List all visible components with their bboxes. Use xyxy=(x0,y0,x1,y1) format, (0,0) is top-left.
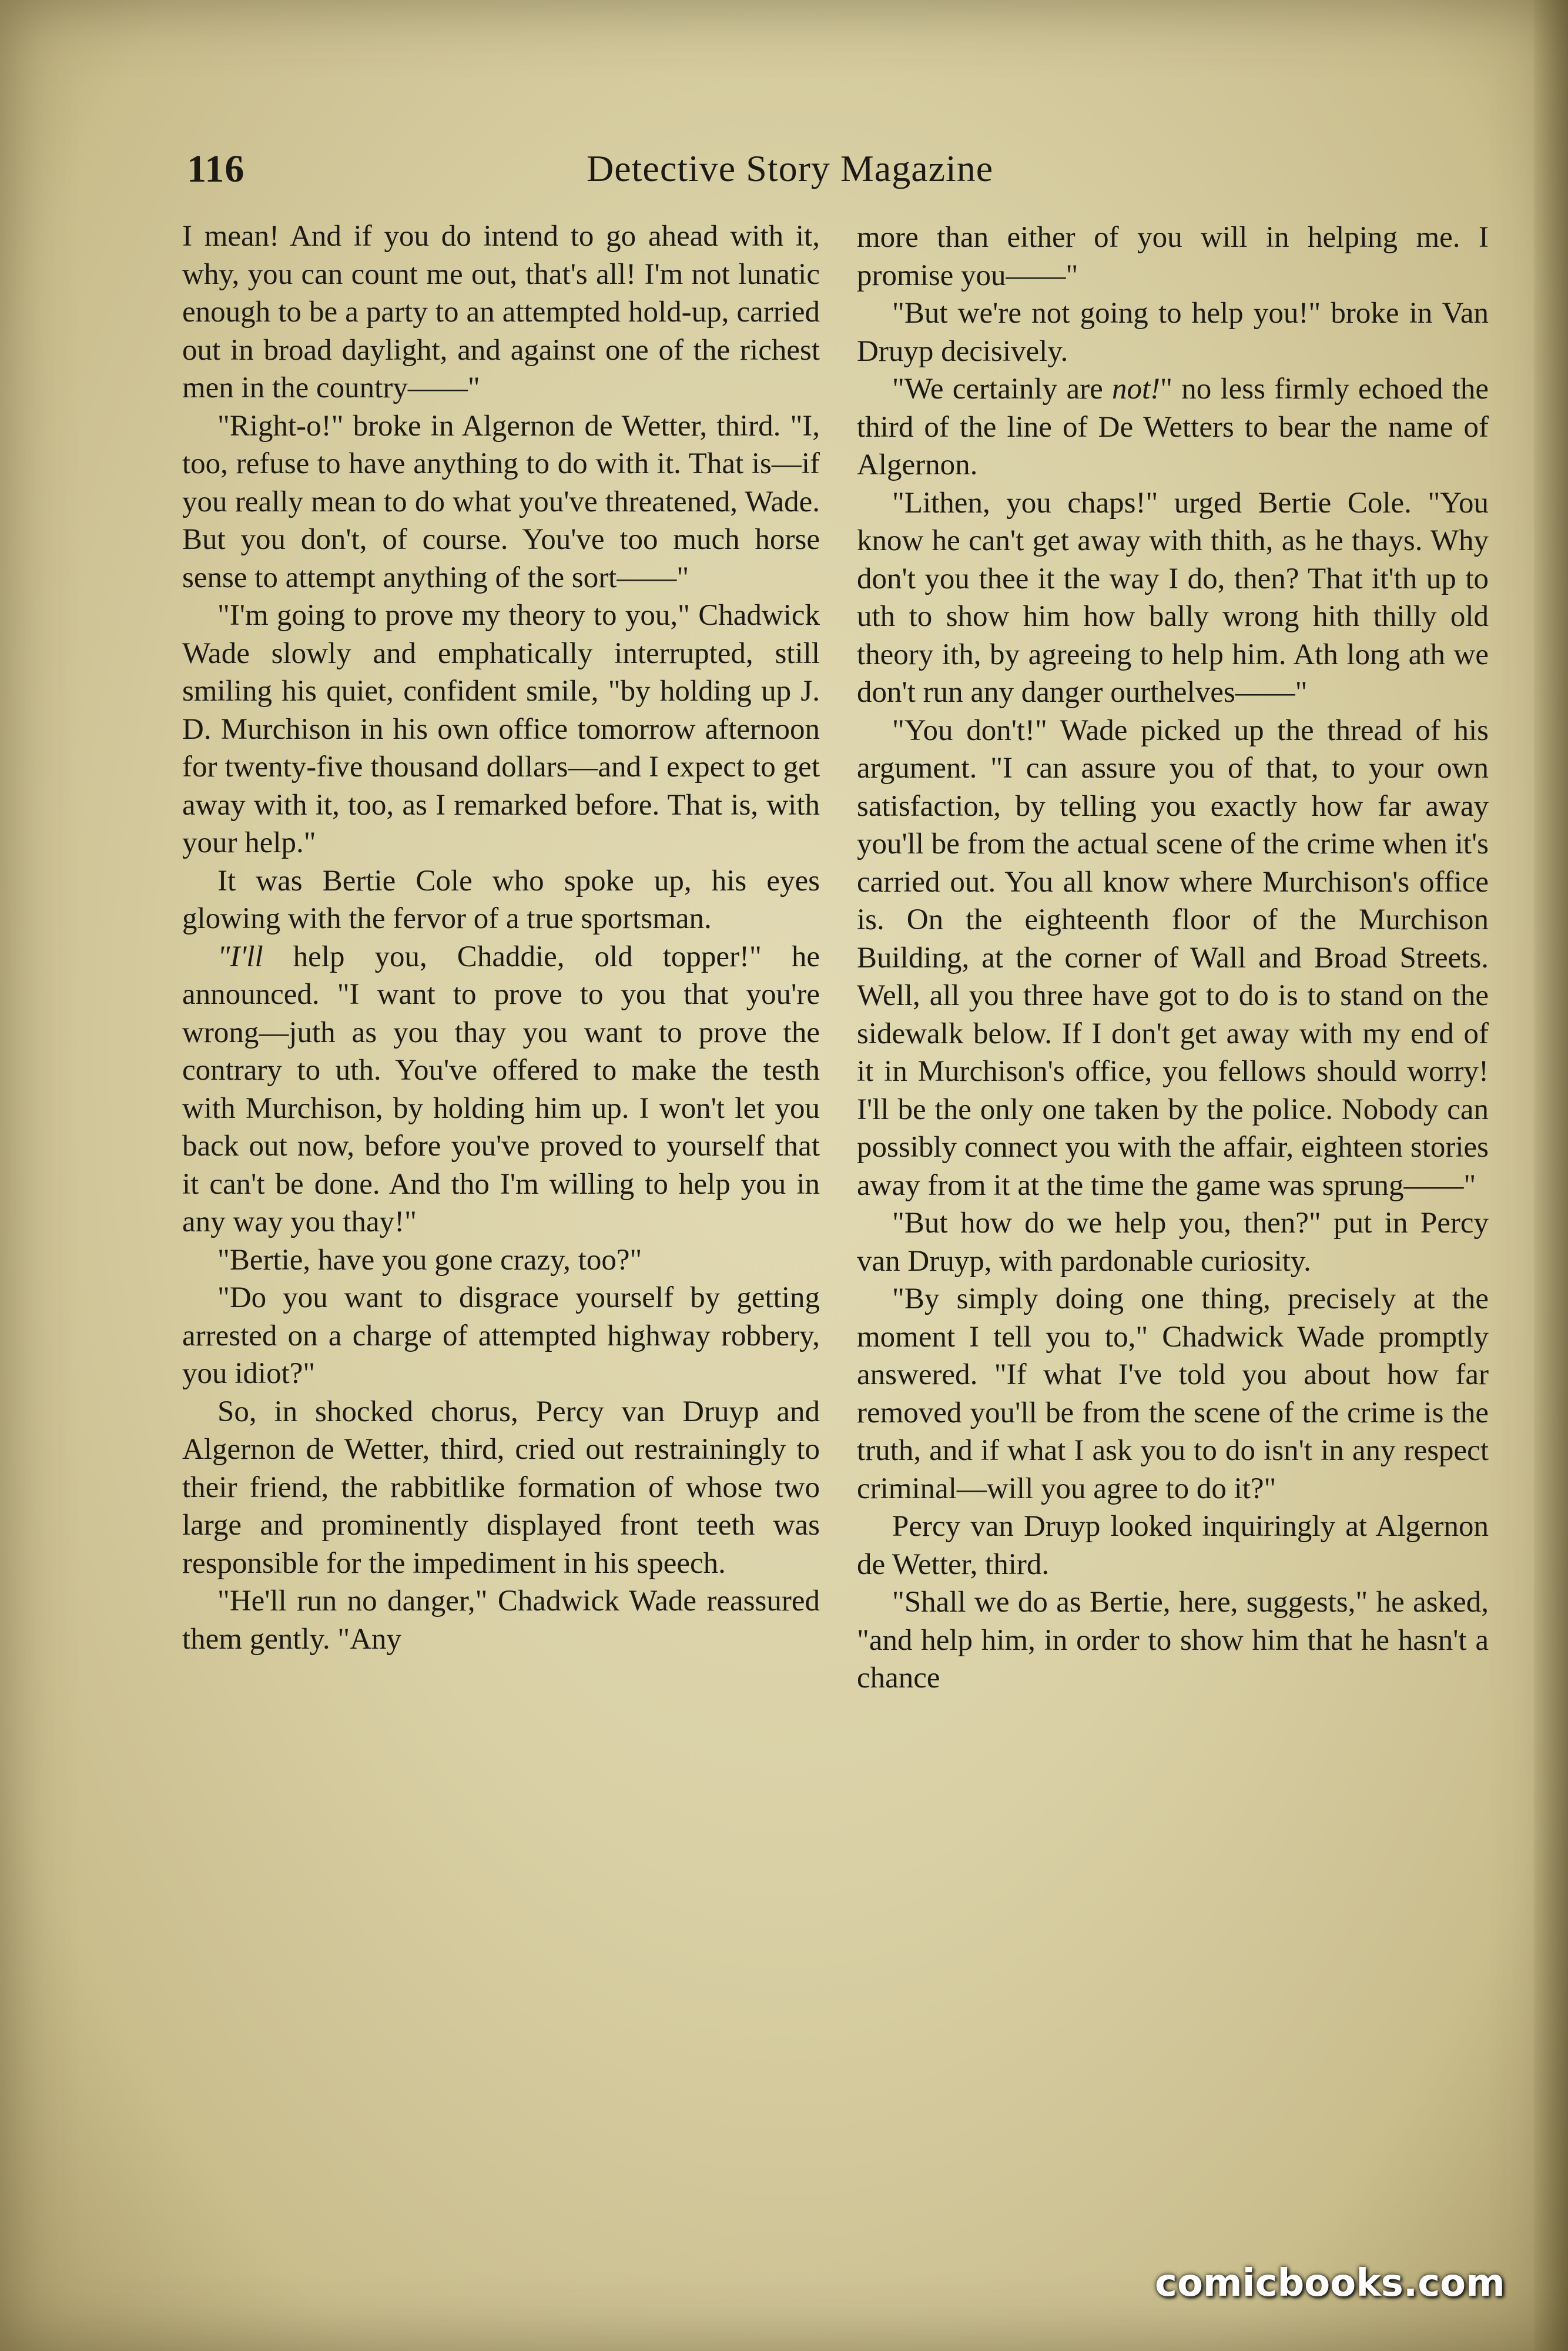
paragraph: It was Bertie Cole who spoke up, his eyes glowing with the fervor of a true sportsman. xyxy=(182,864,820,935)
italic-lead: "I'll xyxy=(217,940,263,973)
page-edge xyxy=(1534,0,1568,2351)
paragraph: "Right-o!" broke in Algernon de Wetter, third. "I, too, refuse to have anything to do with it. That is—if you really mean to do what you've threatened, Wade. But you don't, of course. You've too much horse sense to attempt anything of the sort——" xyxy=(182,409,820,594)
running-title: Detective Story Magazine xyxy=(587,148,994,189)
paragraph: "Do you want to disgrace yourself by getting arrested on a charge of attempted highway robbery, you idiot?" xyxy=(182,1281,820,1390)
running-header xyxy=(187,141,1080,206)
paragraph: "But how do we help you, then?" put in Percy van Druyp, with pardonable curiosity. xyxy=(857,1207,1489,1278)
paragraph: Percy van Druyp looked inquiringly at Algernon de Wetter, third. xyxy=(857,1510,1489,1581)
page-number: 116 xyxy=(187,148,245,190)
italic-word: not! xyxy=(1111,373,1161,406)
paragraph xyxy=(182,938,820,1241)
paragraph xyxy=(857,370,1489,484)
left-column xyxy=(182,217,820,1658)
paragraph: "Lithen, you chaps!" urged Bertie Cole. "You know he can't get away with thith, as he thays. Why don't you thee it the way I do, then? That it'th up to uth to show him how bally wrong hith thilly old theory ith, by agreeing to help him. Ath long ath we don't run any danger ourthelves——" xyxy=(857,486,1489,709)
paragraph: more than either of you will in helping me. I promise you——" xyxy=(857,221,1489,292)
paragraph: "He'll run no danger," Chadwick Wade reassured them gently. "Any xyxy=(182,1585,820,1656)
paragraph: "By simply doing one thing, precisely at the moment I tell you to," Chadwick Wade promptly answered. "If what I've told you about how far removed you'll be from the scene of the crime is the truth, and if what I ask you to do isn't in any respect criminal—will you agree to do it?" xyxy=(857,1282,1489,1505)
paragraph: "Shall we do as Bertie, here, suggests," he asked, "and help him, in order to show him that he hasn't a chance xyxy=(857,1586,1489,1694)
paragraph-text: " no less firmly echoed the third of the line of De Wetters to bear the name of Algernon. xyxy=(857,373,1489,481)
paragraph: "I'm going to prove my theory to you," Chadwick Wade slowly and emphatically interrupted, still smiling his quiet, confident smile, "by holding up J. D. Murchison in his own office tomorrow afternoon for twenty-five thousand dollars—and I expect to get away with it, too, as I remarked before. That is, with your help." xyxy=(182,599,820,859)
paragraph-text: help you, Chaddie, old topper!" he announced. "I want to prove to you that you're wrong—juth as you thay you want to prove the contrary to uth. You've offered to make the testh with Murchison, by holding him up. I won't let you back out now, before you've proved to yourself that it can't be done. And tho I'm willing to help you in any way you thay!" xyxy=(182,940,820,1238)
paragraph: "Bertie, have you gone crazy, too?" xyxy=(217,1243,642,1277)
paragraph: So, in shocked chorus, Percy van Druyp and Algernon de Wetter, third, cried out restrainingly to their friend, the rabbitlike formation of whose two large and prominently displayed front teeth was responsible for the impediment in his speech. xyxy=(182,1395,820,1580)
paragraph: I mean! And if you do intend to go ahead with it, why, you can count me out, that's all! I'm not lunatic enough to be a party to an attempted hold-up, carried out in broad daylight, and against one of the richest men in the country——" xyxy=(182,220,820,404)
watermark: comicbooks.com xyxy=(1155,2262,1505,2305)
paragraph-text: "We certainly are xyxy=(892,373,1112,406)
paragraph: "You don't!" Wade picked up the thread of his argument. "I can assure you of that, to your own satisfaction, by telling you exactly how far away you'll be from the actual scene of the crime when it's carried out. You all know where Murchison's office is. On the eighteenth floor of the Murchison Building, at the corner of Wall and Broad Streets. Well, all you three have got to do is to stand on the sidewalk below. If I don't get away with my end of it in Murchison's office, you fellows should worry! I'll be the only one taken by the police. Nobody can possibly connect you with the affair, eighteen stories away from it at the time the game was sprung——" xyxy=(857,714,1489,1202)
paragraph: "But we're not going to help you!" broke in Van Druyp decisively. xyxy=(857,297,1489,368)
right-column xyxy=(857,219,1489,1697)
